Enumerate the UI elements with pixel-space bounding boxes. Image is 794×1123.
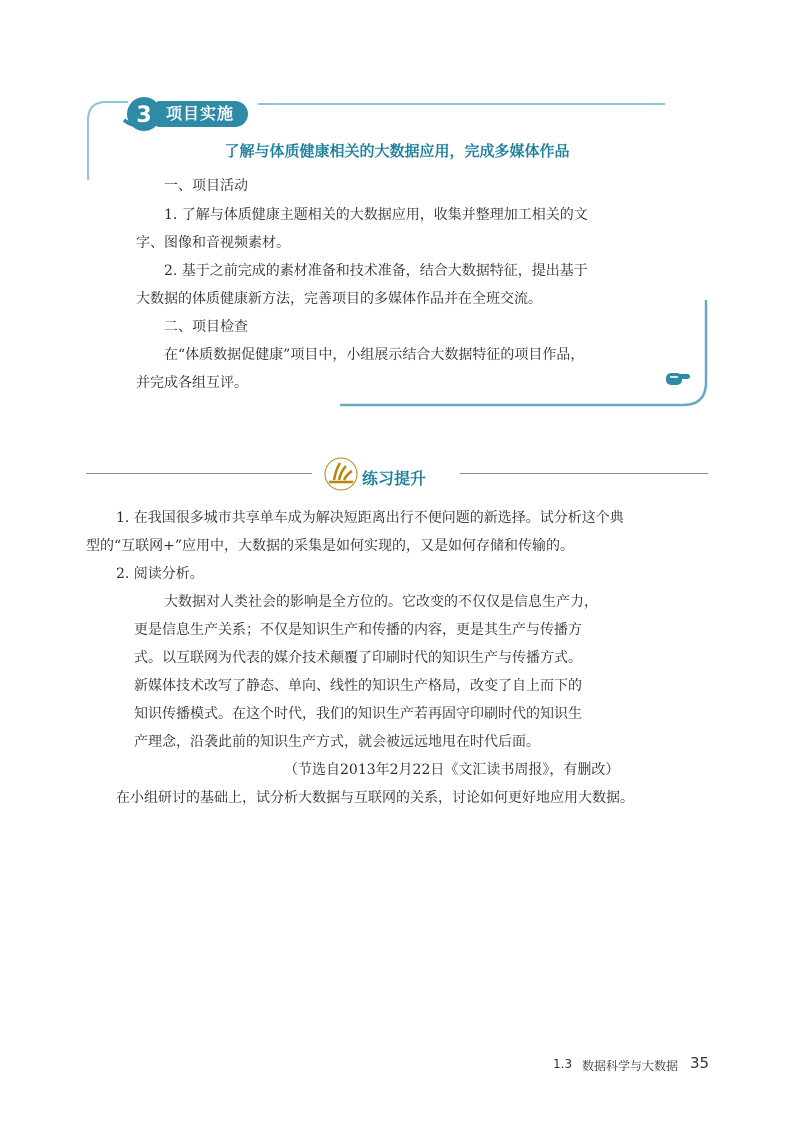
footer-section-number: 1.3 bbox=[553, 1057, 573, 1071]
check-line2: 并完成各组互评。 bbox=[136, 375, 248, 391]
check-line1: 在“体质数据促健康”项目中，小组展示结合大数据特征的项目作品， bbox=[164, 347, 585, 363]
activity-1-line1: 1. 了解与体质健康主题相关的大数据应用，收集并整理加工相关的文 bbox=[164, 207, 588, 223]
question-2-task: 在小组研讨的基础上，试分析大数据与互联网的关系，讨论如何更好地应用大数据。 bbox=[116, 790, 634, 806]
footer-section-title: 数据科学与大数据 bbox=[582, 1059, 679, 1073]
practice-rule-right bbox=[460, 473, 708, 474]
quote-line: 知识传播模式。在这个时代，我们的知识生产若再固守印刷时代的知识生 bbox=[134, 706, 582, 722]
activity-1-line2: 字、图像和音视频素材。 bbox=[136, 235, 290, 251]
quote-line: 大数据对人类社会的影响是全方位的。它改变的不仅仅是信息生产力， bbox=[164, 594, 598, 610]
project-badge: 项目实施 bbox=[156, 101, 248, 127]
quote-line: 式。以互联网为代表的媒介技术颠覆了印刷时代的知识生产与传播方式。 bbox=[134, 650, 582, 666]
pointing-hand-icon bbox=[664, 368, 692, 388]
project-subtitle: 了解与体质健康相关的大数据应用，完成多媒体作品 bbox=[224, 142, 570, 160]
svg-text:3: 3 bbox=[136, 103, 152, 128]
quote-line: 新媒体技术改写了静态、单向、线性的知识生产格局，改变了自上而下的 bbox=[134, 678, 582, 694]
quote-line: 产理念，沿袭此前的知识生产方式，就会被远远地甩在时代后面。 bbox=[134, 734, 540, 750]
page-number: 35 bbox=[690, 1054, 710, 1072]
practice-rule-left bbox=[86, 473, 312, 474]
question-1-line1: 1. 在我国很多城市共享单车成为解决短距离出行不便问题的新选择。试分析这个典 bbox=[116, 510, 624, 526]
quote-line: 更是信息生产关系；不仅是知识生产和传播的内容，更是其生产与传播方 bbox=[134, 622, 582, 638]
practice-title: 练习提升 bbox=[362, 469, 427, 488]
question-2-heading: 2. 阅读分析。 bbox=[116, 566, 204, 582]
check-heading: 二、项目检查 bbox=[164, 319, 248, 335]
question-1-line2: 型的“互联网+”应用中，大数据的采集是如何实现的，又是如何存储和传输的。 bbox=[86, 538, 575, 554]
activity-2-line1: 2. 基于之前完成的素材准备和技术准备，结合大数据特征，提出基于 bbox=[164, 263, 588, 279]
quote-source: （节选自2013年2月22日《文汇读书周报》，有删改） bbox=[284, 762, 620, 778]
activity-heading: 一、项目活动 bbox=[164, 178, 248, 194]
practice-emblem-icon bbox=[324, 457, 358, 491]
activity-2-line2: 大数据的体质健康新方法，完善项目的多媒体作品并在全班交流。 bbox=[136, 291, 542, 307]
